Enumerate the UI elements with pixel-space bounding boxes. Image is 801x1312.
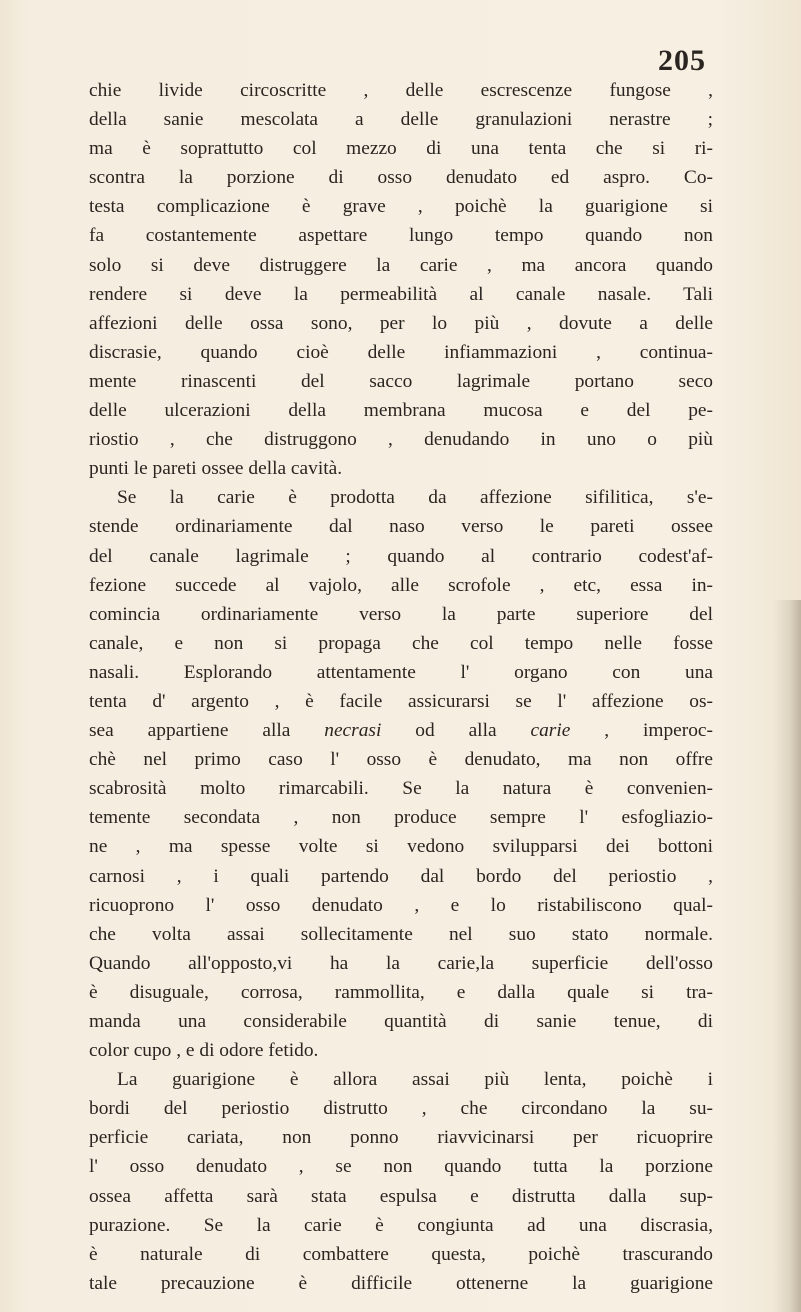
text-line: è disuguale, corrosa, rammollita, e dalla quale si tra- (89, 981, 713, 1003)
text-line: riostio , che distruggono , denudando in uno o più (89, 429, 713, 451)
text-line: stende ordinariamente dal naso verso le pareti ossee (89, 516, 713, 538)
text-line: che volta assai sollecitamente nel suo stato normale. (89, 923, 713, 945)
text-line: rendere si deve la permeabilità al canale nasale. Tali (89, 283, 713, 305)
page-number: 205 (658, 44, 706, 77)
text-line: perficie cariata, non ponno riavvicinarsi per ricuoprire (89, 1127, 713, 1149)
text-line: bordi del periostio distrutto , che circondano la su- (89, 1098, 713, 1120)
text-line: punti le pareti ossee della cavità. (89, 458, 343, 480)
text-line: chie livide circoscritte , delle escrescenze fungose , (89, 80, 713, 101)
text-line: discrasie, quando cioè delle infiammazioni , continua- (89, 341, 713, 363)
italic-term: necrasi (324, 720, 382, 742)
text-line: nasali. Esplorando attentamente l' organo con una (89, 661, 713, 683)
text-line: manda una considerabile quantità di sanie tenue, di (89, 1011, 713, 1032)
text-line: delle ulcerazioni della membrana mucosa e del pe- (89, 400, 713, 422)
text-line: canale, e non si propaga che col tempo nelle fosse (89, 632, 713, 654)
text-line: ossea affetta sarà stata espulsa e distrutta dalla sup- (89, 1185, 713, 1207)
text-line: della sanie mescolata a delle granulazioni nerastre ; (89, 109, 713, 131)
text-line: ne , ma spesse volte si vedono svilupparsi dei bottoni (89, 836, 713, 858)
text-line: scabrosità molto rimarcabili. Se la natura è convenien- (89, 778, 713, 800)
text-line: carnosi , i quali partendo dal bordo del periostio , (89, 865, 713, 887)
text-line: mente rinascenti del sacco lagrimale portano seco (89, 370, 713, 392)
text-line: del canale lagrimale ; quando al contrario codest'af- (89, 545, 713, 567)
text-segment: sea appartiene alla (89, 720, 325, 742)
text-line: tale precauzione è difficile ottenerne la guarigione (89, 1272, 713, 1294)
page-edge-shadow (773, 600, 801, 1312)
body-text (89, 76, 713, 1298)
text-line: chè nel primo caso l' osso è denudato, ma non offre (89, 749, 713, 771)
text-line (89, 716, 713, 745)
text-line: fa costantemente aspettare lungo tempo quando non (89, 225, 713, 247)
text-line: Se la carie è prodotta da affezione sifilitica, s'e- (117, 487, 713, 509)
text-segment: , imperoc- (570, 720, 713, 742)
text-line: comincia ordinariamente verso la parte superiore del (89, 603, 713, 625)
text-line: fezione succede al vajolo, alle scrofole , etc, essa in- (89, 574, 713, 596)
text-line: La guarigione è allora assai più lenta, poichè i (117, 1069, 713, 1091)
text-line: temente secondata , non produce sempre l' esfogliazio- (89, 807, 713, 829)
text-line: purazione. Se la carie è congiunta ad una discrasia, (89, 1214, 713, 1236)
text-line: ma è soprattutto col mezzo di una tenta che si ri- (89, 138, 713, 160)
text-segment: od alla (381, 720, 531, 742)
italic-term: carie (530, 720, 571, 742)
text-line: tenta d' argento , è facile assicurarsi se l' affezione os- (89, 690, 713, 712)
text-line: l' osso denudato , se non quando tutta la porzione (89, 1156, 713, 1178)
text-line: color cupo , e di odore fetido. (89, 1040, 319, 1062)
text-line: scontra la porzione di osso denudato ed aspro. Co- (89, 167, 713, 189)
text-line: affezioni delle ossa sono, per lo più , dovute a delle (89, 312, 713, 334)
text-line: solo si deve distruggere la carie , ma ancora quando (89, 254, 713, 276)
text-line: testa complicazione è grave , poichè la guarigione si (89, 196, 713, 218)
text-line: ricuoprono l' osso denudato , e lo ristabiliscono qual- (89, 894, 713, 916)
text-line: Quando all'opposto,vi ha la carie,la superficie dell'osso (89, 952, 713, 974)
text-line: è naturale di combattere questa, poichè trascurando (89, 1243, 713, 1265)
